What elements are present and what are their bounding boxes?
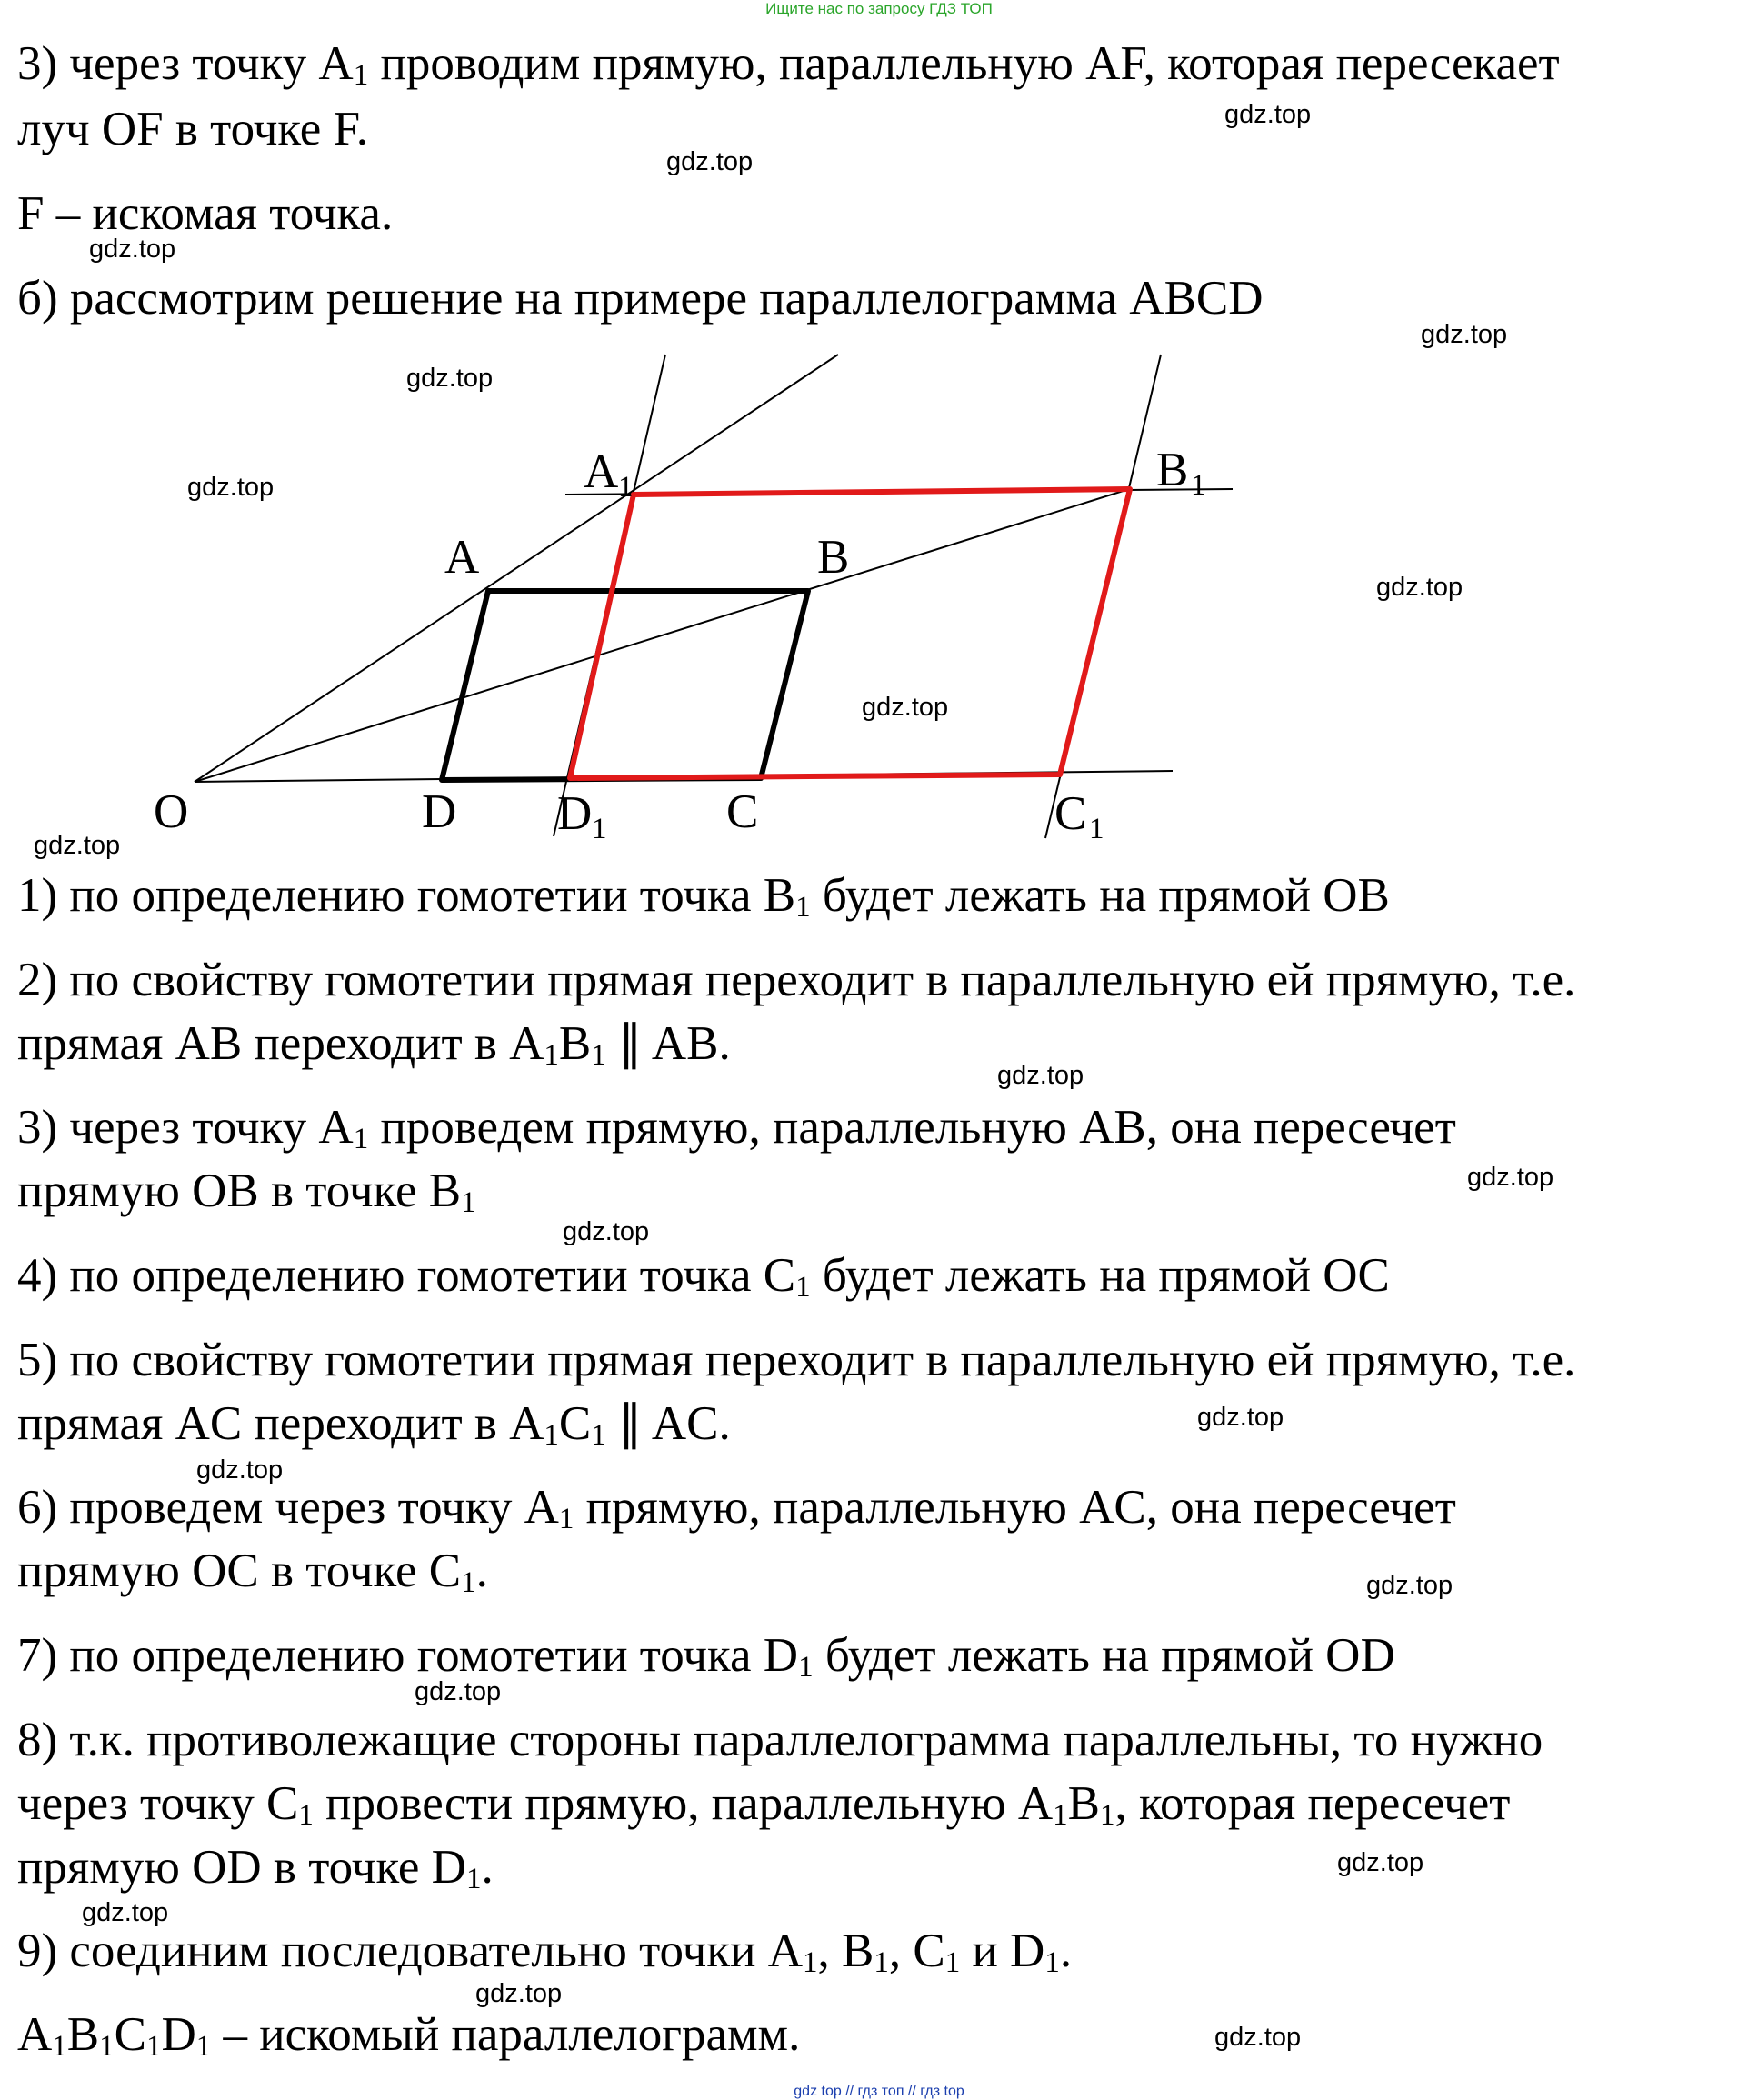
label-d: D <box>422 785 457 838</box>
text-line-1: 3) через точку $A_1$ проводим прямую, параллельную AF, которая пересекает <box>17 37 1560 92</box>
top-banner[interactable]: Ищите нас по запросу ГДЗ ТОП <box>765 0 993 17</box>
bottom-banner[interactable]: gdz top // гдз топ // гдз top <box>794 2084 964 2099</box>
watermark: gdz.top <box>1366 1571 1453 1600</box>
label-a1: A <box>584 445 619 498</box>
watermark: gdz.top <box>406 364 494 393</box>
watermark: gdz.top <box>415 1677 502 1706</box>
homothety-figure <box>0 336 1273 855</box>
watermark: gdz.top <box>34 831 121 860</box>
text-line-11: 5) по свойству гомотетии прямая переходит в параллельную ей прямую, т.е. <box>17 1334 1576 1386</box>
label-b1-sub: 1 <box>1191 469 1206 502</box>
watermark: gdz.top <box>475 1979 563 2008</box>
label-c1: C <box>1054 787 1087 840</box>
watermark: gdz.top <box>89 235 176 264</box>
watermark: gdz.top <box>862 693 949 722</box>
construction-lines <box>195 355 1233 838</box>
ray-o-b1 <box>195 489 1129 782</box>
watermark: gdz.top <box>1197 1403 1284 1432</box>
text-line-2: луч OF в точке F. <box>17 103 369 155</box>
text-line-19: 9) соединим последовательно точки $A_1$, $B_1$, $C_1$ и $D_1$. <box>17 1925 1073 1979</box>
watermark: gdz.top <box>196 1455 284 1485</box>
watermark: gdz.top <box>1421 320 1508 349</box>
text-line-5: 1) по определению гомотетии точка $B_1$ будет лежать на прямой OB <box>17 869 1390 924</box>
text-line-20: $A_1B_1C_1D_1$ – искомый параллелограмм. <box>17 2008 801 2063</box>
label-a1-sub: 1 <box>618 471 634 504</box>
watermark: gdz.top <box>1467 1163 1554 1192</box>
watermark: gdz.top <box>187 473 275 502</box>
text-line-14: прямую OC в точке $C_1$. <box>17 1545 488 1599</box>
label-b1: B <box>1156 444 1189 496</box>
text-line-13: 6) проведем через точку $A_1$ прямую, параллельную AC, она пересечет <box>17 1481 1456 1535</box>
text-line-6: 2) по свойству гомотетии прямая переходит в параллельную ей прямую, т.е. <box>17 954 1576 1006</box>
watermark: gdz.top <box>563 1217 650 1246</box>
label-d1-sub: 1 <box>592 813 607 845</box>
text-line-4: б) рассмотрим решение на примере параллелограмма ABCD <box>17 272 1264 325</box>
text-line-16: 8) т.к. противолежащие стороны параллелограмма параллельны, то нужно <box>17 1714 1543 1766</box>
text-line-9: прямую OB в точке $B_1$ <box>17 1165 476 1219</box>
label-o: O <box>154 785 189 838</box>
watermark: gdz.top <box>1214 2023 1302 2052</box>
text-line-7: прямая AB переходит в $A_1B_1$ ∥ AB. <box>17 1017 731 1072</box>
text-line-12: прямая AC переходит в $A_1C_1$ ∥ AC. <box>17 1397 731 1452</box>
watermark: gdz.top <box>82 1898 169 1927</box>
text-line-18: прямую OD в точке $D_1$. <box>17 1841 494 1895</box>
watermark: gdz.top <box>1337 1848 1424 1877</box>
watermark: gdz.top <box>1376 573 1463 602</box>
label-d1: D <box>557 787 593 840</box>
watermark: gdz.top <box>1224 100 1312 129</box>
label-c: C <box>726 785 759 838</box>
ray-o-a1 <box>195 355 838 782</box>
text-line-8: 3) через точку $A_1$ проведем прямую, параллельную AB, она пересечет <box>17 1101 1456 1155</box>
text-line-10: 4) по определению гомотетии точка $C_1$ будет лежать на прямой OC <box>17 1249 1390 1304</box>
label-a: A <box>444 531 480 584</box>
parallelogram-abcd <box>442 591 808 780</box>
text-line-17: через точку $C_1$ провести прямую, параллельную $A_1B_1$, которая пересечет <box>17 1777 1511 1832</box>
label-c1-sub: 1 <box>1089 813 1104 845</box>
text-line-15: 7) по определению гомотетии точка $D_1$ будет лежать на прямой OD <box>17 1629 1395 1684</box>
watermark: gdz.top <box>666 147 754 176</box>
watermark: gdz.top <box>997 1061 1084 1090</box>
parallelogram-a1b1c1d1 <box>570 489 1130 778</box>
text-line-3: F – искомая точка. <box>17 187 394 240</box>
label-b: B <box>817 531 850 584</box>
